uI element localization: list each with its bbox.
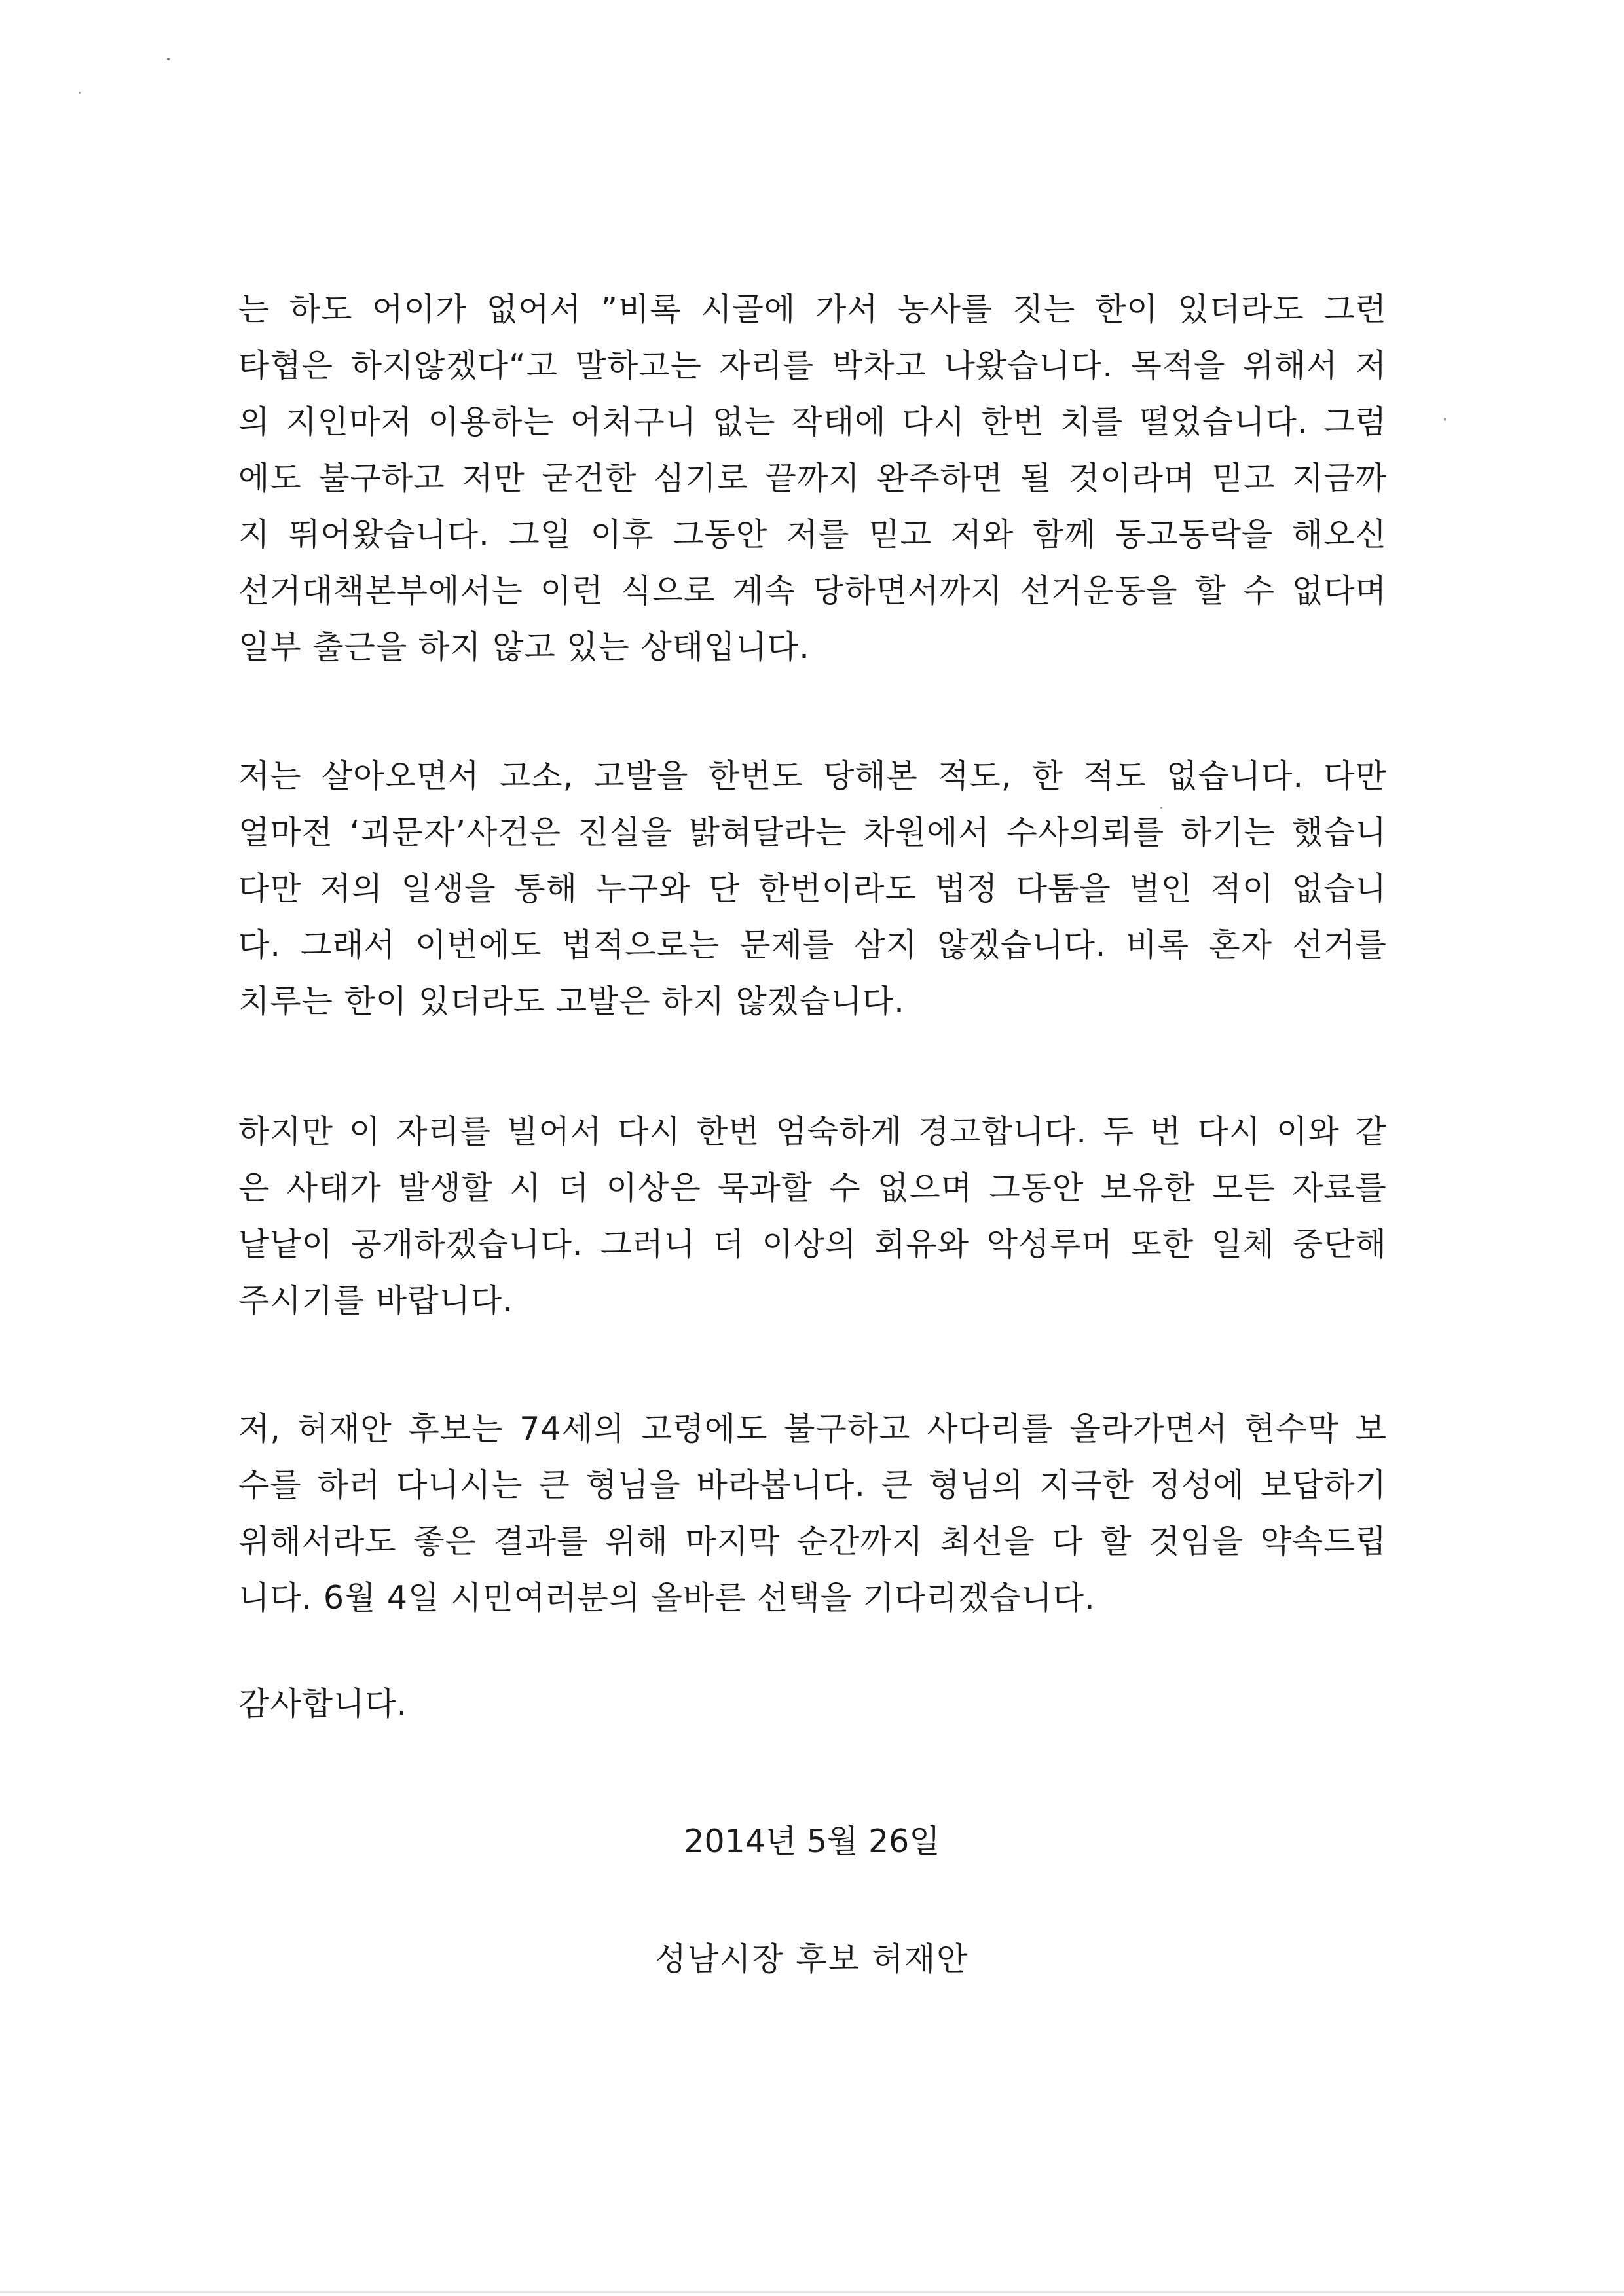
paragraph-line: 저, 허재안 후보는 74세의 고령에도 불구하고 사다리를 올라가면서 현수막 보	[238, 1410, 1387, 1448]
paragraph-line: 은 사태가 발생할 시 더 이상은 묵과할 수 없으며 그동안 보유한 모든 자료를	[238, 1169, 1387, 1207]
paragraph-1	[238, 282, 1387, 676]
closing-remark	[238, 1676, 1387, 1732]
paragraph-line: 위해서라도 좋은 결과를 위해 마지막 순간까지 최선을 다 할 것임을 약속드립	[238, 1523, 1387, 1560]
paragraph-line: 얼마전 ‘괴문자’사건은 진실을 밝혀달라는 차원에서 수사의뢰를 하기는 했습니	[238, 814, 1387, 851]
paragraph-line: 타협은 하지않겠다“고 말하고는 자리를 박차고 나왔습니다. 목적을 위해서 저	[238, 347, 1387, 384]
paragraph-line: 수를 하러 다니시는 큰 형님을 바라봅니다. 큰 형님의 지극한 정성에 보답하기	[238, 1467, 1387, 1504]
paragraph-line: 치루는 한이 있더라도 고발은 하지 않겠습니다.	[238, 983, 905, 1020]
paragraph-line: 낱낱이 공개하겠습니다. 그러니 더 이상의 회유와 악성루머 또한 일체 중단해	[238, 1226, 1387, 1263]
closing-text: 감사합니다.	[238, 1685, 408, 1722]
paragraph-line: 의 지인마저 이용하는 어처구니 없는 작태에 다시 한번 치를 떨었습니다. 그럼	[238, 403, 1387, 441]
paragraph-line: 일부 출근을 하지 않고 있는 상태입니다.	[238, 629, 810, 666]
scan-speck	[79, 92, 81, 94]
paragraph-line: 지 뛰어왔습니다. 그일 이후 그동안 저를 믿고 저와 함께 동고동락을 해오신	[238, 516, 1387, 553]
paragraph-line: 저는 살아오면서 고소, 고발을 한번도 당해본 적도, 한 적도 없습니다. 다만	[238, 757, 1387, 795]
scan-edge	[0, 2291, 1624, 2293]
paragraph-line: 는 하도 어이가 없어서 ”비록 시골에 가서 농사를 짓는 한이 있더라도 그런	[238, 291, 1387, 328]
paragraph-line: 다. 그래서 이번에도 법적으로는 문제를 삼지 않겠습니다. 비록 혼자 선거를	[238, 926, 1387, 964]
paragraph-2	[238, 748, 1387, 1030]
document-date: 2014년 5월 26일	[684, 1823, 940, 1860]
paragraph-line: 에도 불구하고 저만 굳건한 심기로 끝까지 완주하면 될 것이라며 믿고 지금까	[238, 460, 1387, 497]
paragraph-4	[238, 1401, 1387, 1626]
paragraph-3	[238, 1104, 1387, 1329]
paragraph-line: 주시기를 바랍니다.	[238, 1282, 513, 1319]
scan-speck	[1444, 418, 1446, 421]
paragraph-line: 선거대책본부에서는 이런 식으로 계속 당하면서까지 선거운동을 할 수 없다며	[238, 572, 1387, 610]
paragraph-line: 다만 저의 일생을 통해 누구와 단 한번이라도 법정 다툼을 벌인 적이 없습니	[238, 870, 1387, 907]
paragraph-line: 하지만 이 자리를 빌어서 다시 한번 엄숙하게 경고합니다. 두 번 다시 이와 같	[238, 1113, 1387, 1150]
signature: 성남시장 후보 허재안	[655, 1941, 969, 1978]
scan-speck	[167, 58, 170, 60]
paragraph-line: 니다. 6월 4일 시민여러분의 올바른 선택을 기다리겠습니다.	[238, 1579, 1096, 1616]
